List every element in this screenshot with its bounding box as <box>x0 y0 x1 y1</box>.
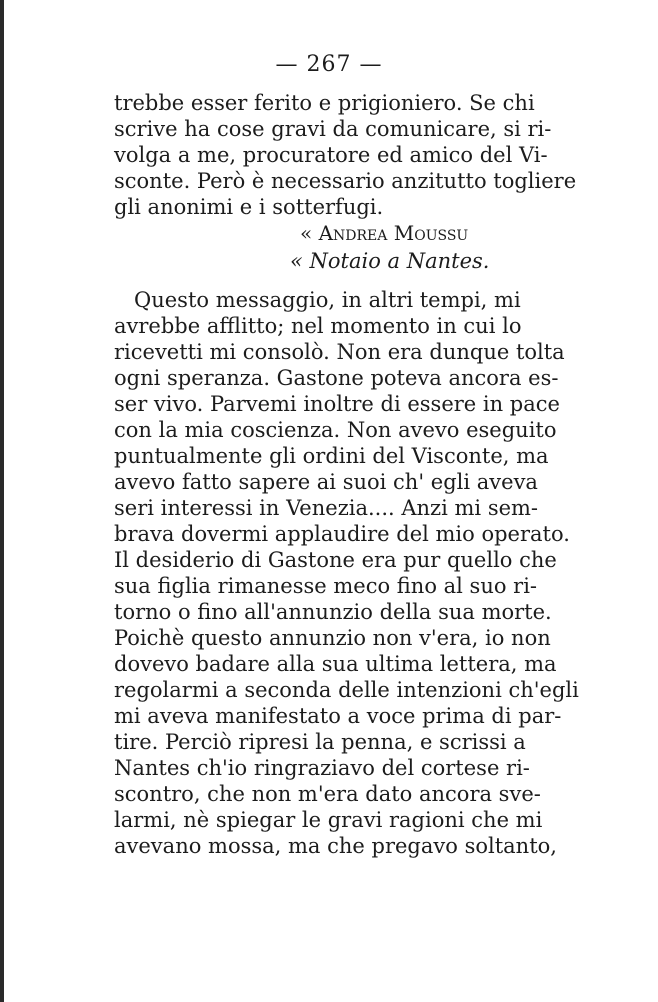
text-line: dovevo badare alla sua ultima lettera, ma <box>114 652 557 676</box>
text-line: avevano mossa, ma che pregavo soltanto, <box>114 834 557 858</box>
text-line: Il desiderio di Gastone era pur quello che <box>114 548 557 572</box>
text-line: torno o fino all'annunzio della sua morte. <box>114 600 552 624</box>
text-line: Nantes ch'io ringraziavo del cortese ri- <box>114 756 530 780</box>
text-line: Questo messaggio, in altri tempi, mi <box>134 288 521 312</box>
text-line: ricevetti mi consolò. Non era dunque tolta <box>114 340 565 364</box>
text-line: avrebbe afflitto; nel momento in cui lo <box>114 314 522 338</box>
text-line: seri interessi in Venezia.... Anzi mi sem- <box>114 496 539 520</box>
page-number: — 267 — <box>275 52 383 77</box>
text-line: sconte. Però è necessario anzitutto togliere <box>114 169 577 193</box>
signature-title: « Notaio a Nantes. <box>290 249 490 273</box>
text-line: ogni speranza. Gastone poteva ancora es- <box>114 366 559 390</box>
text-line: regolarmi a seconda delle intenzioni ch'egli <box>114 678 579 702</box>
text-line: sua figlia rimanesse meco fino al suo ri- <box>114 574 538 598</box>
text-line: trebbe esser ferito e prigioniero. Se chi <box>114 91 535 115</box>
text-line: scrive ha cose gravi da comunicare, si ri- <box>114 117 552 141</box>
page-edge-rule <box>0 0 4 1002</box>
text-line: Poichè questo annunzio non v'era, io non <box>114 626 551 650</box>
text-line: avevo fatto sapere ai suoi ch' egli aveva <box>114 470 538 494</box>
text-line: ser vivo. Parvemi inoltre di essere in pace <box>114 392 560 416</box>
text-line: con la mia coscienza. Non avevo eseguito <box>114 418 557 442</box>
text-line: brava dovermi applaudire del mio operato. <box>114 522 570 546</box>
text-line: scontro, che non m'era dato ancora sve- <box>114 782 541 806</box>
text-line: puntualmente gli ordini del Visconte, ma <box>114 444 549 468</box>
text-line: larmi, nè spiegar le gravi ragioni che mi <box>114 808 543 832</box>
text-line: gli anonimi e i sotterfugi. <box>114 195 384 219</box>
text-line: volga a me, procuratore ed amico del Vi- <box>114 143 548 167</box>
text-line: mi aveva manifestato a voce prima di par- <box>114 704 562 728</box>
signature-name: « Andrea Moussu <box>300 221 469 245</box>
text-line: tire. Perciò ripresi la penna, e scrissi a <box>114 730 526 754</box>
